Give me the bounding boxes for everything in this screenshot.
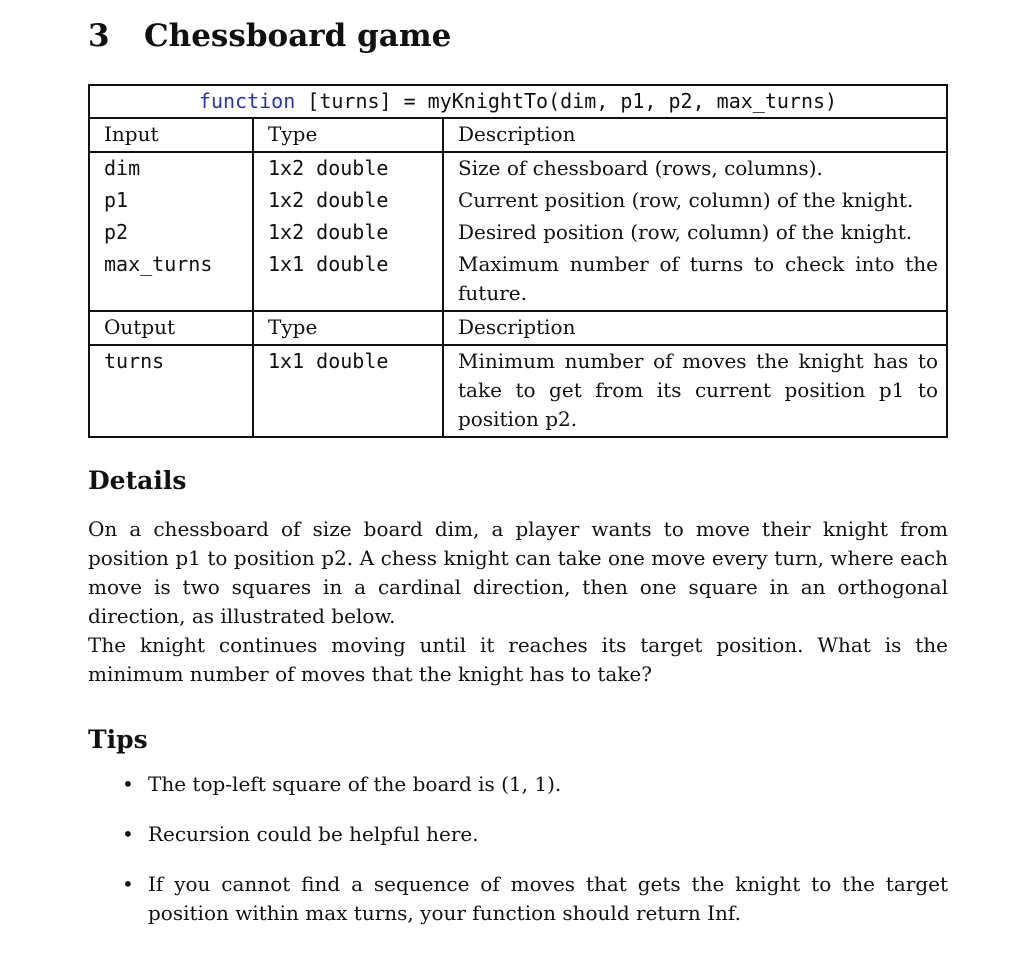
input-header-desc: Description xyxy=(443,118,947,152)
input-name: p1 xyxy=(89,185,253,217)
output-desc: Minimum number of moves the knight has to take to get from its current position p1 to position p2. xyxy=(443,345,947,437)
bullet-icon: • xyxy=(122,772,134,796)
tip-text: If you cannot find a sequence of moves that gets the knight to the target position within max turns, your function should return Inf. xyxy=(148,872,948,925)
tips-list xyxy=(88,770,948,949)
input-desc: Desired position (row, column) of the knight. xyxy=(443,217,947,249)
list-item xyxy=(88,820,948,849)
details-heading: Details xyxy=(88,466,187,495)
details-paragraph-1: On a chessboard of size board dim, a player wants to move their knight from position p1 to position p2. A chess knight can take one move every turn, where each move is two squares in a cardinal direction, then one square in an orthogonal direction, as illustrated below. xyxy=(88,517,948,628)
input-type: 1x2 double xyxy=(253,217,443,249)
table-row xyxy=(89,185,947,217)
table-row xyxy=(89,345,947,437)
tip-text: Recursion could be helpful here. xyxy=(148,822,479,846)
input-header-row xyxy=(89,118,947,152)
table-row xyxy=(89,217,947,249)
list-item xyxy=(88,770,948,799)
input-type: 1x2 double xyxy=(253,185,443,217)
output-header-desc: Description xyxy=(443,311,947,345)
input-header-name: Input xyxy=(89,118,253,152)
function-signature xyxy=(89,85,947,118)
signature-rest: [turns] = myKnightTo(dim, p1, p2, max_turns) xyxy=(295,89,838,113)
bullet-icon: • xyxy=(122,822,134,846)
table-row xyxy=(89,152,947,185)
signature-keyword: function xyxy=(198,89,296,113)
tips-heading: Tips xyxy=(88,725,148,754)
output-name: turns xyxy=(89,345,253,437)
table-row xyxy=(89,249,947,311)
section-title xyxy=(88,18,451,54)
list-item xyxy=(88,870,948,928)
tip-text: The top-left square of the board is (1, 1). xyxy=(148,772,562,796)
output-header-type: Type xyxy=(253,311,443,345)
details-paragraph-2: The knight continues moving until it reaches its target position. What is the minimum number of moves that the knight has to take? xyxy=(88,633,948,686)
input-name: dim xyxy=(89,152,253,185)
output-header-name: Output xyxy=(89,311,253,345)
output-header-row xyxy=(89,311,947,345)
input-type: 1x1 double xyxy=(253,249,443,311)
input-name: p2 xyxy=(89,217,253,249)
input-desc: Maximum number of turns to check into the future. xyxy=(443,249,947,311)
section-title-text: Chessboard game xyxy=(144,18,452,54)
input-desc: Current position (row, column) of the knight. xyxy=(443,185,947,217)
function-signature-row xyxy=(89,85,947,118)
section-number: 3 xyxy=(88,18,110,54)
output-type: 1x1 double xyxy=(253,345,443,437)
function-spec-table xyxy=(88,84,948,438)
bullet-icon: • xyxy=(122,872,134,896)
input-type: 1x2 double xyxy=(253,152,443,185)
input-header-type: Type xyxy=(253,118,443,152)
input-desc: Size of chessboard (rows, columns). xyxy=(443,152,947,185)
input-name: max_turns xyxy=(89,249,253,311)
